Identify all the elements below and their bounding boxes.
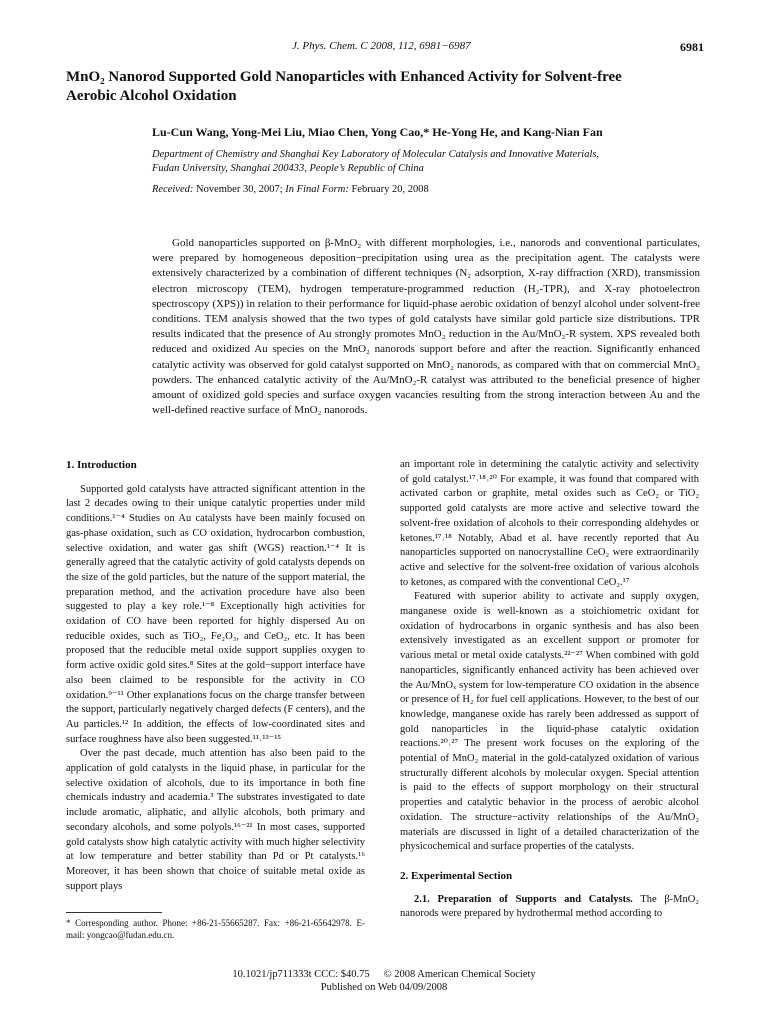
affiliation-line-2: Fudan University, Shanghai 200433, People’s Republic of China — [152, 163, 424, 174]
received-date: November 30, 2007; — [193, 184, 286, 195]
published-line: Published on Web 04/09/2008 — [320, 982, 448, 993]
paragraph: Over the past decade, much attention has also been paid to the application of gold catalysts in the liquid phase, in particular for the selective oxidation of alcohols, due to its importance in both fine chemicals industry and academia.³ The substrates investigated to date include aromatic, aliphatic, and allylic alcohols, both primary and secondary alcohols, and some polyols.¹⁶⁻²¹ In most cases, supported gold catalysts show high catalytic activity with much higher selectivity at low temperature and better stability than Pd or Pt catalysts.¹⁶ Moreover, it has been shown that choice of suitable metal oxide as support plays — [66, 748, 365, 892]
final-form-date: February 20, 2008 — [348, 184, 429, 195]
paragraph: Featured with superior ability to activate and supply oxygen, manganese oxide is well-known as a stoichiometric oxidant for oxidation of hydrocarbons in organic synthesis and has also been extensively investigated as an excellent support or promoter for various metal or metal oxide catalysts.²²⁻²⁷ When combined with gold nanoparticles, significantly enhanced activity has been achieved over the Au/MnOₓ system for low-temperature CO oxidation in the absence or presence of H₂ for fuel cell applications. However, to the best of our knowledge, manganese oxide has rarely been addressed as support of gold nanoparticles in the liquid-phase catalytic oxidation reactions.²⁰˒²⁷ The present work focuses on the exploring of the potential of MnO₂ material in the gold-catalyzed oxidation of various structurally different alcohols by molecular oxygen. Special attention is paid to the effects of support morphology on their structural properties and catalytic behavior in the process of aerobic alcohol oxidation. The structure−activity relationships of the Au/MnO₂ materials are discussed in light of a detailed characterization of the physicochemical and surface properties of the catalysts. — [400, 591, 699, 853]
paragraph: an important role in determining the catalytic activity and selectivity of gold catalyst.¹⁷˒¹⁸˒²⁰ For example, it was found that compared with activated carbon or graphite, metal oxides such as CeO₂ or TiO₂ supported gold catalysts are more active and selective toward the solvent-free oxidation of alcohols to their corresponding aldehydes or ketones.¹⁷˒¹⁸ Notably, Abad et al. have recently reported that Au nanoparticles supported on nanocrystalline CeO₂ were extraordinarily active and selective for the solvent-free oxidation of various alcohols to ketones, as compared with the conventional CeO₂.¹⁷ — [400, 459, 699, 588]
subsection-heading: 2.1. Preparation of Supports and Catalysts. — [414, 893, 633, 905]
corresponding-author-footnote: * Corresponding author. Phone: +86-21-55665287. Fax: +86-21-65642978. E-mail: yongcao@fudan.edu.cn. — [66, 918, 365, 940]
affiliation-line-1: Department of Chemistry and Shanghai Key Laboratory of Molecular Catalysis and Innovative Materials, — [152, 149, 600, 160]
copyright-line: © 2008 American Chemical Society — [383, 969, 536, 980]
final-form-label: In Final Form: — [285, 184, 349, 195]
journal-citation: J. Phys. Chem. C 2008, 112, 6981−6987 — [292, 40, 471, 52]
title-line-2: Aerobic Alcohol Oxidation — [66, 88, 237, 104]
abstract-text: Gold nanoparticles supported on β-MnO₂ with different morphologies, i.e., nanorods and conventional particulates, were prepared by homogeneous deposition−precipitation using urea as the precipitation agent. The catalysts were extensively characterized by a combination of different techniques (N₂ adsorption, X-ray diffraction (XRD), transmission electron microscopy (TEM), hydrogen temperature-programmed reduction (H₂-TPR), and X-ray photoelectron spectroscopy (XPS)) in relation to their performance for liquid-phase aerobic oxidation of benzyl alcohol under solvent-free conditions. TEM analysis showed that the two types of gold catalysts have similar gold particle size distributions. TPR results indicated that the presence of Au strongly promotes MnO₂ reduction in the Au/MnO₂-R system. XPS revealed both reduced and oxidized Au species on the MnO₂ nanorods support before and after the reaction. Significantly enhanced catalytic activity was observed for gold catalyst supported on MnO₂ nanorods, as compared with that on commercial MnO₂ powders. The enhanced catalytic activity of the Au/MnO₂-R catalyst was attributed to the beneficial presence of higher amount of oxidized gold species and surface oxygen vacancies resulting from the strong interaction between Au and the well-defined reactive surface of MnO₂ nanorods. — [152, 237, 700, 417]
paragraph: Supported gold catalysts have attracted significant attention in the last 2 decades owing to their unique catalytic properties under mild conditions.¹⁻⁴ Studies on Au catalysts have been mainly focused on gas-phase oxidation, such as CO oxidation, hydrocarbon combustion, selective oxidation, and water gas shift (WGS) reaction.¹⁻⁴ It is generally agreed that the catalytic activity of gold catalysts depends on the size of the gold particles, but the nature of the support material, the preparation method, and the activation procedure have also been suggested to play a key role.¹⁻⁸ Exceptionally high activities for oxidation of CO have been reported for highly dispersed Au on reducible oxides, such as TiO₂, Fe₂O₃, and CeO₂, etc. It has been proposed that the reducible metal oxide support supplies oxygen to form active oxidic gold sites.⁸ Sites at the gold−support interface have also been claimed to be responsible for the activity in CO oxidation.⁹⁻¹¹ Other explanations focus on the charge transfer between the support, particularly negatively charged defects (F centers), and the Au particles.¹² In addition, the effects of low-coordinated sites and surface roughness have also been suggested.¹¹˒¹³⁻¹⁵ — [66, 483, 365, 745]
received-dates — [152, 184, 429, 195]
title-line-1: MnO₂ Nanorod Supported Gold Nanoparticles with Enhanced Activity for Solvent-free — [66, 69, 622, 85]
footnote-divider — [66, 912, 162, 913]
article-title — [66, 68, 706, 106]
subsection-text: The β-MnO₂ nanorods were prepared by hydrothermal method according to — [400, 893, 699, 920]
abstract — [152, 236, 700, 418]
left-column — [66, 458, 365, 894]
page-footer — [0, 968, 768, 994]
section-heading-introduction: 1. Introduction — [66, 459, 137, 471]
author-list: Lu-Cun Wang, Yong-Mei Liu, Miao Chen, Yong Cao,* He-Yong He, and Kang-Nian Fan — [152, 125, 603, 139]
affiliation — [152, 148, 712, 176]
page-number: 6981 — [680, 40, 704, 54]
right-column — [400, 458, 699, 922]
section-heading-experimental: 2. Experimental Section — [400, 869, 513, 882]
doi-line: 10.1021/jp711333t CCC: $40.75 — [232, 969, 370, 980]
paragraph — [400, 893, 699, 922]
received-label: Received: — [152, 184, 194, 195]
